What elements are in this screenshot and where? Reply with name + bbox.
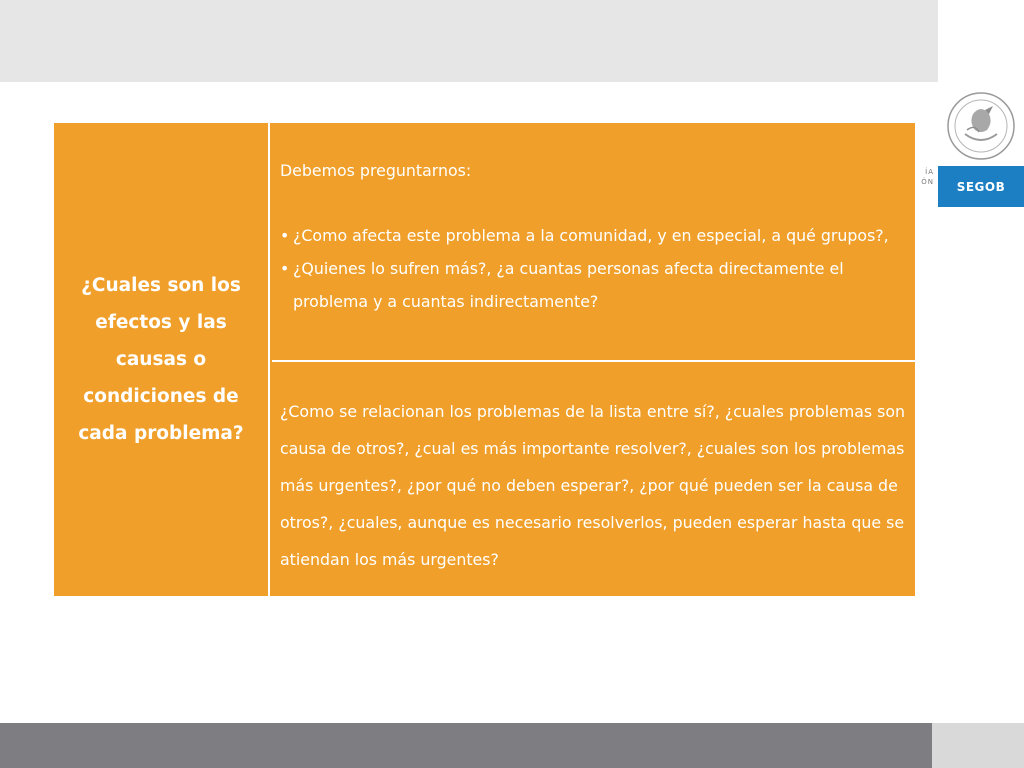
question-text: ¿Cuales son los efectos y las causas o condiciones de cada problema? xyxy=(78,275,244,444)
seal-partial-line-2: ÓN xyxy=(921,178,934,186)
content-table xyxy=(54,123,915,596)
bullet-list xyxy=(280,219,910,318)
header-bar xyxy=(0,0,938,82)
bottom-answer-cell: ¿Como se relacionan los problemas de la lista entre sí?, ¿cuales problemas son causa de otros?, ¿cual es más importante resolver?, ¿cuales son los problemas más urgentes?, ¿por qué no deben esperar?, ¿por qué pueden ser la causa de otros?, ¿cuales, aunque es necesario resolverlos, pueden esperar hasta que se atiendan los más urgentes? xyxy=(280,402,906,569)
footer-corner xyxy=(932,723,1024,768)
segob-badge xyxy=(938,166,1024,207)
seal-partial-line-1: ÍA xyxy=(925,168,934,176)
bullet-item: • ¿Como afecta este problema a la comunidad, y en especial, a qué grupos?, xyxy=(280,219,910,252)
mexican-coat-of-arms-icon xyxy=(945,90,1017,162)
bullet-item: • ¿Quienes lo sufren más?, ¿a cuantas personas afecta directamente el problema y a cuantas indirectamente? xyxy=(280,252,910,318)
top-answer-cell xyxy=(280,157,910,318)
footer-bar xyxy=(0,723,932,768)
top-intro: Debemos preguntarnos: xyxy=(280,161,472,180)
question-cell xyxy=(54,123,270,596)
row-divider xyxy=(272,360,915,362)
segob-label: SEGOB xyxy=(956,179,1006,194)
